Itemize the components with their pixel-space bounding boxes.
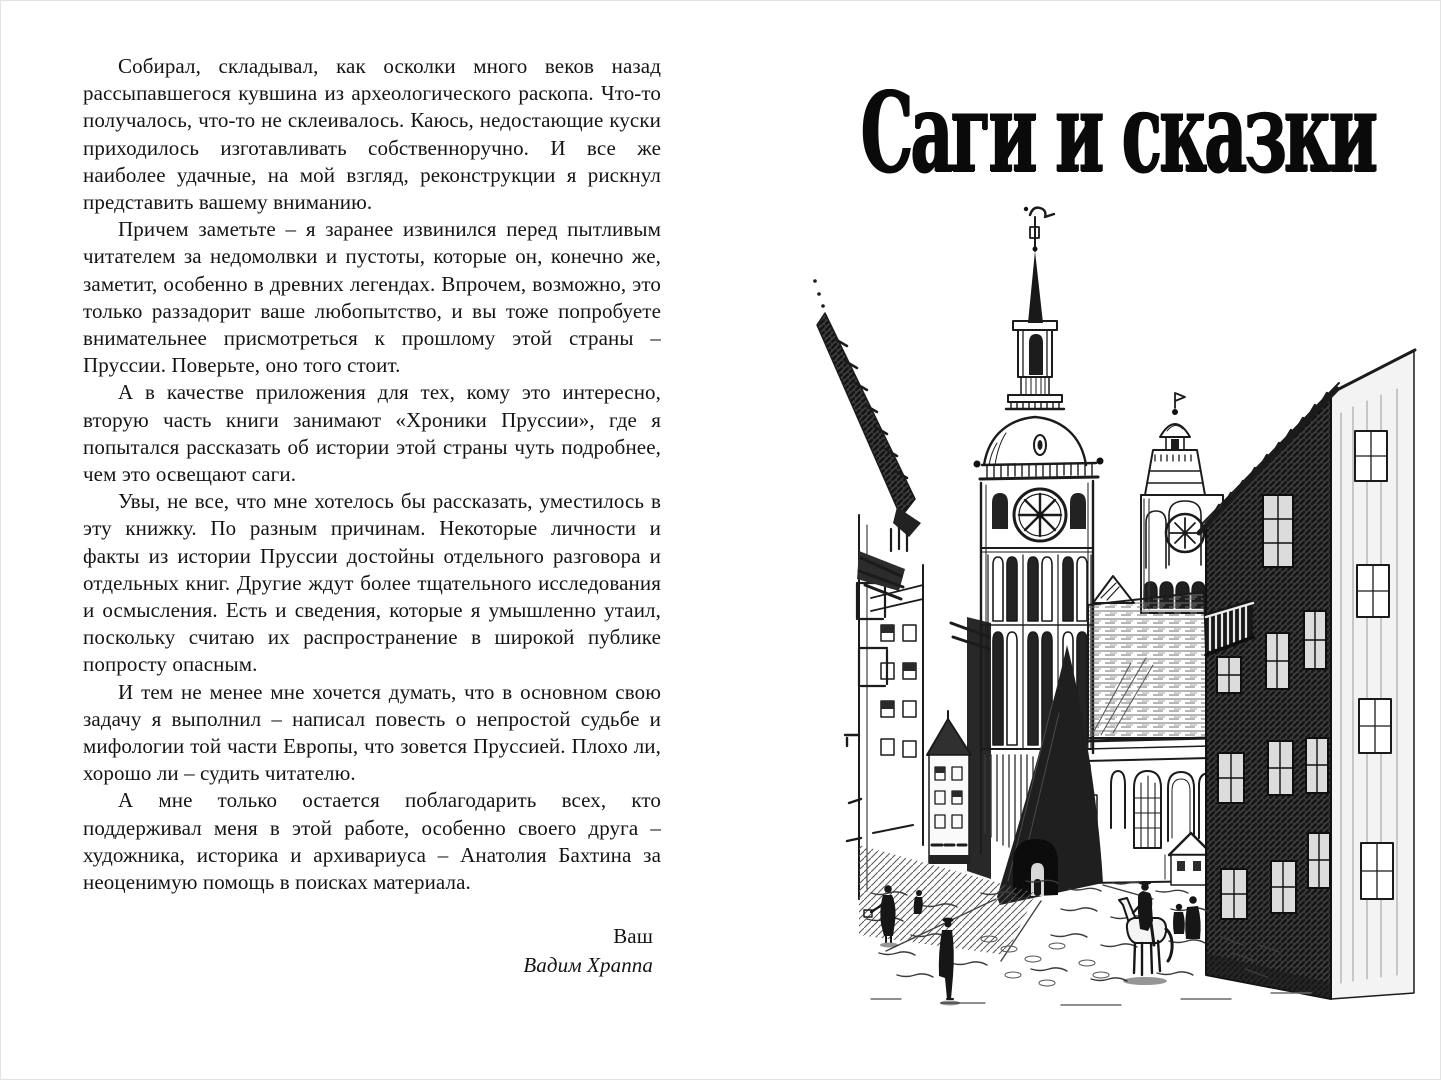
paragraph: Собирал, складывал, как осколки много веков назад рассыпавшегося кувшина из археологического раскопа. Что-то получалось, что-то не склеивалось. Каюсь, недостающие куски приходилось изготавливать собственноручно. И все же наиболее удачные, на мой взгляд, реконструкции я рискнул представить вашему вниманию. [83,54,661,215]
pedestrian-right-woman [1185,896,1200,939]
street-illustration [801,193,1417,1029]
pedestrian-right-small [1173,904,1185,934]
paragraph: А мне только остается поблагодарить всех, кто поддерживал меня в этой работе, особенно своего друга – художника, историка и архивариуса – Анатолия Бахтина за неоценимую помощь в поисках материала. [83,788,661,895]
horse-and-rider [1119,881,1172,975]
left-page-text [83,53,661,980]
paragraph: А в качестве приложения для тех, кому это интересно, вторую часть книги занимают «Хроники Пруссии», где я попытался рассказать об истории этой страны чуть подробнее, чем это освещают саги. [83,380,661,487]
signature-name: Вадим Храппа [523,953,653,978]
paragraph: И тем не менее мне хочется думать, что в основном свою задачу я выполнил – написал повесть о непростой судьбе и мифологии той части Европы, что зовется Пруссией. Плохо ли, хорошо ли – судить читателю. [83,679,661,786]
left-row-houses [857,525,991,879]
chapter-title: Саги и сказки [860,67,1376,197]
paragraph: Увы, не все, что мне хотелось бы рассказать, уместилось в эту книжку. По разным причинам. Некоторые личности и факты из истории Пруссии достойны отдельного разговора и отдельных книг. Другие ждут более тщательного исследования и осмысления. Есть и сведения, которые я умышленно утаил, поскольку считаю их распространение в широкой публике попросту опасным. [83,489,661,677]
right-building [1199,350,1415,999]
signature-salutation: Ваш [613,924,653,949]
author-signature [83,922,661,980]
paragraph: Причем заметьте – я заранее извинился перед пытливым читателем за недомолвки и пустоты, которые он, конечно же, заметит, особенно в древних легендах. Впрочем, возможно, это только раззадорит ваше любопытство, и вы тоже попробуете внимательнее присмотреться к прошлому этой страны – Пруссии. Поверьте, оно того стоит. [83,217,661,378]
